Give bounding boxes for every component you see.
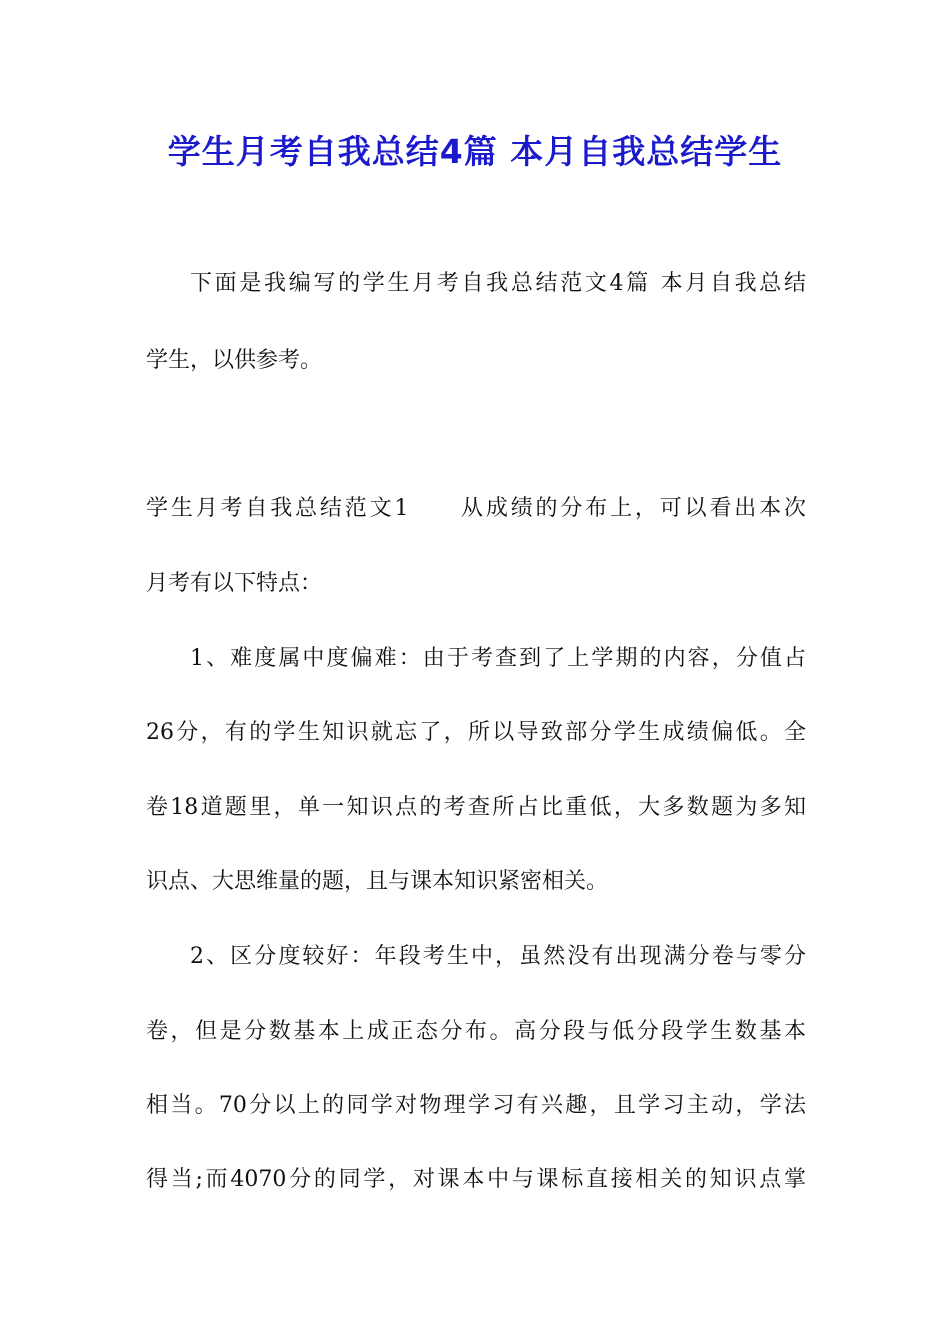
paragraph-line: 得当;而4070分的同学，对课本中与课标直接相关的知识点掌 bbox=[146, 1167, 806, 1192]
paragraph-line: 卷18道题里，单一知识点的考查所占比重低，大多数题为多知 bbox=[146, 795, 806, 820]
paragraph-line: 学生，以供参考。 bbox=[146, 348, 323, 373]
paragraph-line: 识点、大思维量的题，且与课本知识紧密相关。 bbox=[146, 869, 609, 894]
paragraph-line: 学生月考自我总结范文1 从成绩的分布上，可以看出本次 bbox=[146, 496, 806, 521]
paragraph-line: 卷，但是分数基本上成正态分布。高分段与低分段学生数基本 bbox=[146, 1019, 806, 1044]
paragraph-line: 下面是我编写的学生月考自我总结范文4篇 本月自我总结 bbox=[190, 271, 806, 296]
document-title: 学生月考自我总结4篇 本月自我总结学生 bbox=[167, 132, 783, 171]
paragraph-line: 2、区分度较好：年段考生中，虽然没有出现满分卷与零分 bbox=[190, 944, 806, 969]
paragraph-line: 26分，有的学生知识就忘了，所以导致部分学生成绩偏低。全 bbox=[146, 720, 806, 745]
paragraph-line: 相当。70分以上的同学对物理学习有兴趣，且学习主动，学法 bbox=[146, 1093, 806, 1118]
paragraph-line: 月考有以下特点： bbox=[146, 571, 323, 596]
paragraph-line: 1、难度属中度偏难：由于考查到了上学期的内容，分值占 bbox=[190, 646, 806, 671]
